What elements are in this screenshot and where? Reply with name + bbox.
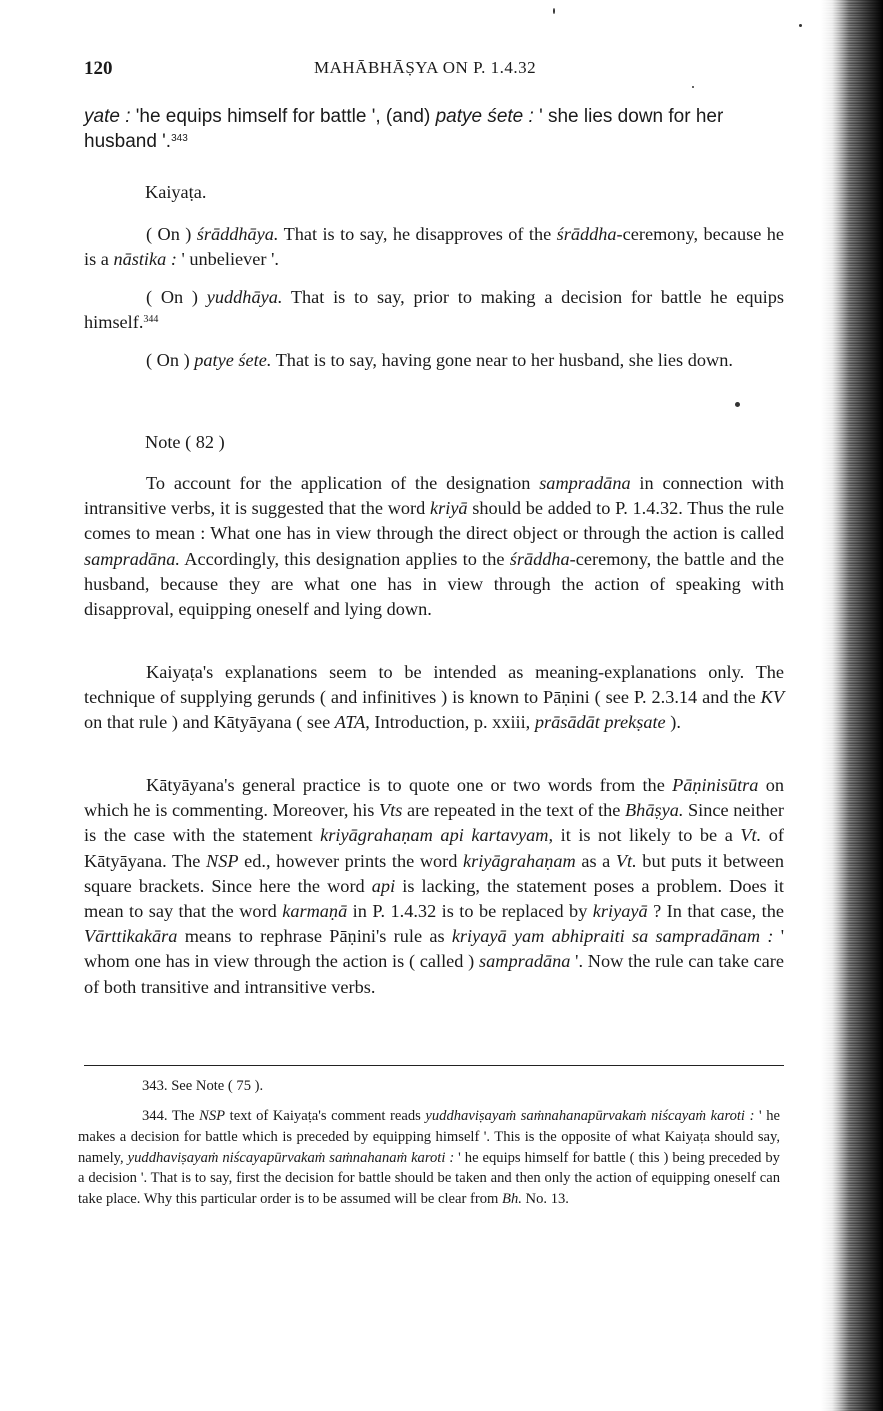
running-header: [84, 58, 784, 84]
term: kriyayā: [592, 901, 648, 922]
term: Vārttikakāra: [84, 926, 178, 947]
note-paragraph: To account for the application of the designation sampradāna in connection with intransitive verbs, it is suggested that the word kriyā should be added to P. 1.4.32. Thus the rule comes to mean : What one has in view through the direct object or through the action is called sampradāna. Accordingly, this designation applies to the śrāddha-ceremony, the battle and the husband, because they are what one has in view through the action of speaking with disapproval, equipping oneself and lying down.: [84, 473, 785, 620]
term: sampradāna: [478, 951, 571, 972]
term: patye śete :: [435, 106, 534, 127]
kaiyata-item: [84, 285, 784, 335]
term: api: [371, 875, 396, 896]
footnote-344: 344. The NSP text of Kaiyaṭa's comment reads yuddhaviṣayaṁ saṁnahanapūrvakaṁ niścayaṁ karoti : ' he makes a decision for battle which is preceded by equipping himself '. This is the opposite of what Kaiyaṭa should say, namely, yuddhaviṣayaṁ niścayapūrvakaṁ saṁnahanaṁ karoti : ' he equips himself for battle ( this ) being preceded by a decision '. That is to say, first the decision for battle should be taken and then only the action of equipping oneself can take place. Why this particular order is to be assumed will be clear from Bh. No. 13.: [78, 1108, 780, 1208]
note-paragraph: Kaiyaṭa's explanations seem to be intended as meaning-explanations only. The technique of supplying gerunds ( and infinitives ) is known to Pāṇini ( see P. 2.3.14 and the KV on that rule ) and Kātyāyana ( see ATA, Introduction, p. xxiii, prāsādāt prekṣate ).: [84, 662, 784, 733]
term: Vt.: [615, 850, 637, 871]
scanned-page-edge: [821, 0, 883, 1411]
term: KV: [760, 687, 784, 708]
opening-paragraph: [84, 104, 784, 154]
term: Bh.: [502, 1191, 522, 1208]
term: kriyāgrahaṇam: [463, 850, 576, 871]
scan-speck: [692, 86, 694, 88]
opening-text: [84, 104, 784, 154]
page-number: 120: [84, 58, 113, 79]
term: patye śete.: [194, 350, 272, 370]
term: NSP: [206, 850, 239, 871]
term: nāstika :: [113, 249, 177, 270]
section-heading-note: Note ( 82 ): [145, 432, 225, 452]
text: 'he equips himself for battle ', (and): [130, 106, 436, 127]
footnote-343: 343. See Note ( 75 ).: [142, 1078, 264, 1094]
running-title: MAHĀBHĀṢYA ON P. 1.4.32: [314, 58, 537, 77]
term: kriyayā yam abhipraiti sa sampradānam :: [451, 926, 774, 947]
term: karmaṇā: [282, 901, 348, 922]
term: yate :: [84, 106, 131, 127]
kaiyata-item: [84, 222, 784, 272]
footnote-ref: 343: [171, 133, 188, 144]
term: NSP: [199, 1108, 226, 1124]
kaiyata-paragraph: ( On ) patye śete. That is to say, having gone near to her husband, she lies down.: [146, 350, 733, 370]
term: śrāddhāya.: [196, 224, 279, 244]
term: yuddhaviṣayaṁ saṁnahanapūrvakaṁ niścayaṁ karoti :: [425, 1108, 755, 1124]
scan-speck: [735, 402, 740, 407]
footnote-rule: [84, 1065, 784, 1066]
text: ' she lies down for her husband '.: [84, 106, 724, 152]
term: kriyāgrahaṇam api kartavyam,: [320, 825, 554, 846]
term: sampradāna.: [84, 548, 180, 569]
term: yuddhāya.: [206, 287, 283, 307]
term: Bhāṣya.: [625, 800, 684, 821]
term: Vts: [379, 800, 403, 821]
term: sampradāna: [539, 473, 631, 493]
section-heading-kaiyata: Kaiyaṭa.: [145, 182, 207, 202]
term: Vt.: [740, 825, 762, 846]
kaiyata-paragraph: ( On ) śrāddhāya. That is to say, he disapproves of the śrāddha-ceremony, because he is a nāstika : ' unbeliever '.: [84, 224, 784, 270]
scan-speck: [799, 24, 802, 27]
term: ATA: [334, 712, 366, 733]
kaiyata-paragraph: ( On ) yuddhāya. That is to say, prior to making a decision for battle he equips himself.$^{344}$: [84, 287, 784, 333]
term: prāsādāt prekṣate: [534, 712, 666, 733]
kaiyata-item: [84, 348, 784, 373]
term: śrāddha: [509, 548, 570, 569]
scan-speck: [553, 8, 555, 14]
term: yuddhaviṣayaṁ niścayapūrvakaṁ saṁnahanaṁ karoti :: [127, 1149, 455, 1166]
note-paragraph: Kātyāyana's general practice is to quote one or two words from the Pāṇinisūtra on which he is commenting. Moreover, his Vts are repeated in the text of the Bhāṣya. Since neither is the case with the statement kriyāgrahaṇam api kartavyam, it is not likely to be a Vt. of Kātyāyana. The NSP ed., however prints the word kriyāgrahaṇam as a Vt. but puts it between square brackets. Since here the word api is lacking, the statement poses a problem. Does it mean to say that the word karmaṇā in P. 1.4.32 is to be replaced by kriyayā ? In that case, the Vārttikakāra means to rephrase Pāṇini's rule as kriyayā yam abhipraiti sa sampradānam : ' whom one has in view through the action is ( called ) sampradāna '. Now the rule can take care of both transitive and intransitive verbs.: [84, 775, 785, 997]
term: kriyā: [430, 498, 468, 519]
term: śrāddha: [556, 224, 617, 244]
term: Pāṇinisūtra: [672, 775, 759, 795]
footnote-ref: 344: [143, 314, 159, 326]
